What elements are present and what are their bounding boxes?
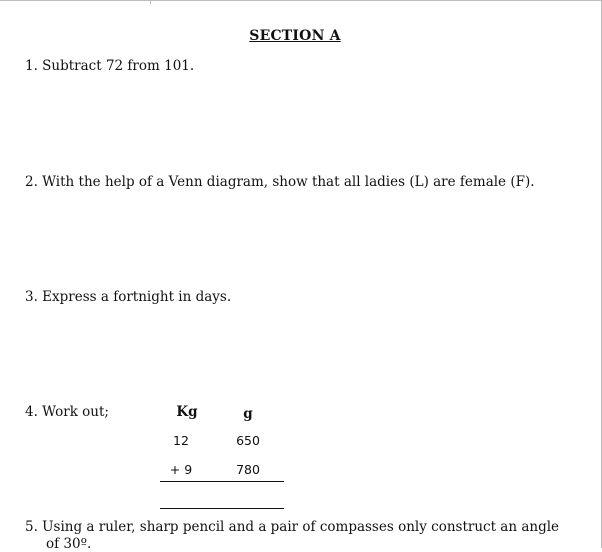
sum-line-bottom	[160, 508, 284, 509]
question-5: 5. Using a ruler, sharp pencil and a pair of compasses only construct an angle	[25, 519, 560, 535]
section-title: SECTION A	[249, 28, 341, 44]
column-header-kg: Kg	[176, 404, 198, 420]
page-top-border	[0, 0, 602, 1]
table-cell-kg-row2: + 9	[169, 462, 193, 477]
sum-line-top	[160, 481, 284, 482]
question-1: 1. Subtract 72 from 101.	[25, 58, 195, 74]
ruler-tick	[150, 0, 151, 4]
question-3: 3. Express a fortnight in days.	[25, 289, 232, 305]
question-4: 4. Work out;	[25, 404, 109, 420]
question-5-continuation: of 30º.	[46, 536, 92, 552]
table-cell-g-row1: 650	[236, 433, 260, 448]
table-cell-kg-row1: 12	[173, 433, 189, 448]
table-cell-g-row2: 780	[236, 462, 260, 477]
question-2: 2. With the help of a Venn diagram, show that all ladies (L) are female (F).	[25, 174, 535, 190]
column-header-g: g	[243, 406, 253, 422]
